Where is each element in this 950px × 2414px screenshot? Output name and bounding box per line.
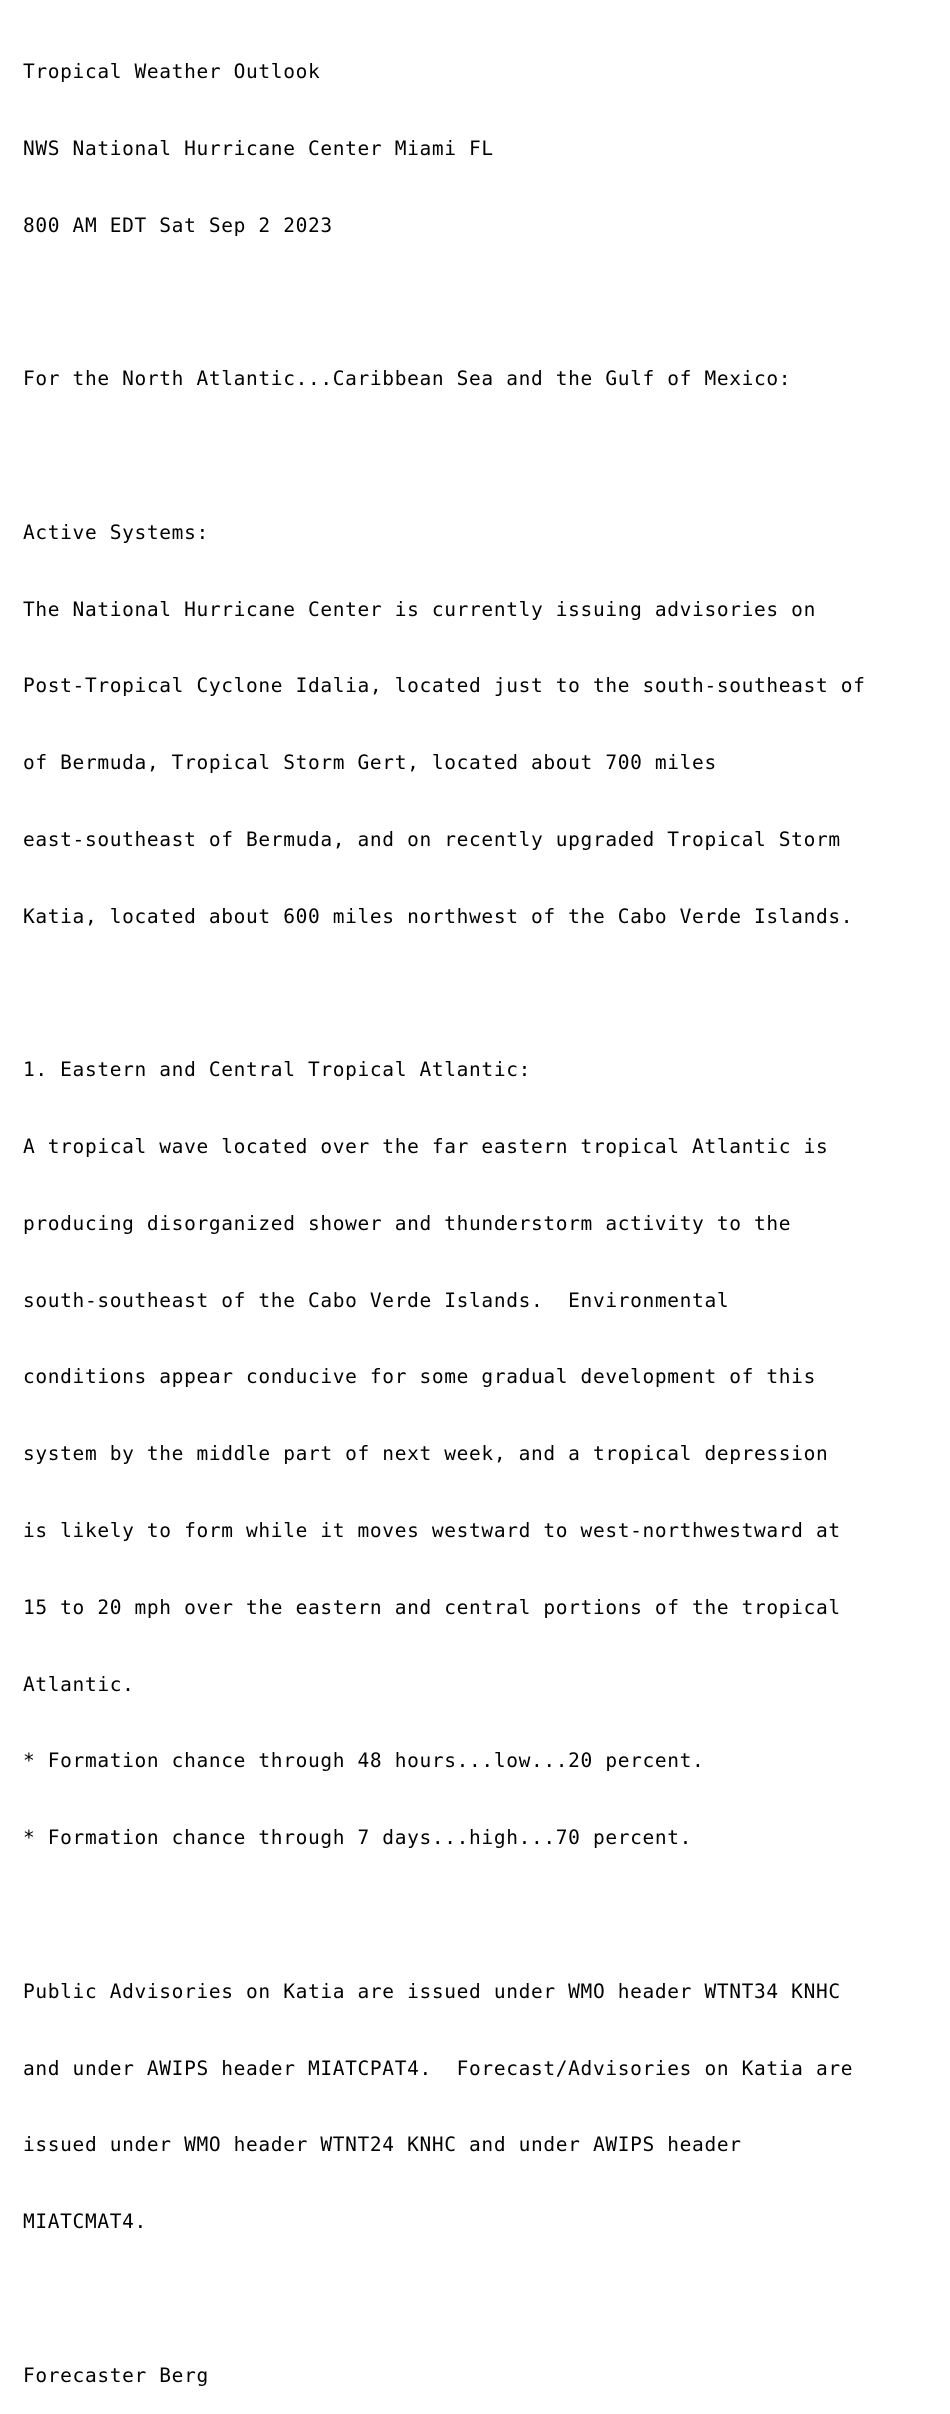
document-title: Tropical Weather Outlook (23, 60, 321, 84)
active-systems-line: The National Hurricane Center is currently issuing advisories on (23, 597, 816, 621)
outlook-item-line: south-southeast of the Cabo Verde Islands. Environmental (23, 1288, 730, 1312)
spacer (23, 981, 948, 1007)
spacer (23, 290, 948, 316)
active-systems-line: of Bermuda, Tropical Storm Gert, located about 700 miles (23, 751, 717, 775)
spacer (23, 1902, 948, 1928)
active-systems-line: Post-Tropical Cyclone Idalia, located just to the south-southeast of (23, 674, 866, 698)
outlook-item-heading: 1. Eastern and Central Tropical Atlantic: (23, 1058, 531, 1082)
advisory-line: issued under WMO header WTNT24 KNHC and under AWIPS header (23, 2133, 742, 2157)
issue-time: 800 AM EDT Sat Sep 2 2023 (23, 213, 333, 237)
active-systems-line: east-southeast of Bermuda, and on recently upgraded Tropical Storm (23, 828, 841, 851)
formation-chance-7d: * Formation chance through 7 days...high...70 percent. (23, 1826, 693, 1850)
outlook-document (23, 8, 948, 2414)
region-line: For the North Atlantic...Caribbean Sea and the Gulf of Mexico: (23, 367, 792, 391)
spacer (23, 2286, 948, 2312)
outlook-item-line: system by the middle part of next week, and a tropical depression (23, 1442, 829, 1466)
outlook-item-line: conditions appear conducive for some gradual development of this (23, 1365, 816, 1389)
spacer (23, 443, 948, 469)
active-systems-line: Katia, located about 600 miles northwest of the Cabo Verde Islands. (23, 904, 854, 928)
advisory-line: MIATCMAT4. (23, 2210, 147, 2234)
outlook-item-line: A tropical wave located over the far eastern tropical Atlantic is (23, 1135, 829, 1159)
advisory-line: and under AWIPS header MIATCPAT4. Forecast/Advisories on Katia are (23, 2056, 854, 2080)
outlook-item-line: 15 to 20 mph over the eastern and central portions of the tropical (23, 1595, 841, 1619)
issuing-office: NWS National Hurricane Center Miami FL (23, 136, 494, 160)
outlook-item-line: is likely to form while it moves westward to west-northwestward at (23, 1519, 841, 1543)
advisory-line: Public Advisories on Katia are issued under WMO header WTNT34 KNHC (23, 1979, 841, 2003)
outlook-item-line: producing disorganized shower and thunderstorm activity to the (23, 1211, 792, 1235)
outlook-item-line: Atlantic. (23, 1672, 135, 1696)
forecaster-signature: Forecaster Berg (23, 2363, 209, 2387)
active-systems-heading: Active Systems: (23, 520, 209, 544)
formation-chance-48h: * Formation chance through 48 hours...low...20 percent. (23, 1749, 705, 1773)
